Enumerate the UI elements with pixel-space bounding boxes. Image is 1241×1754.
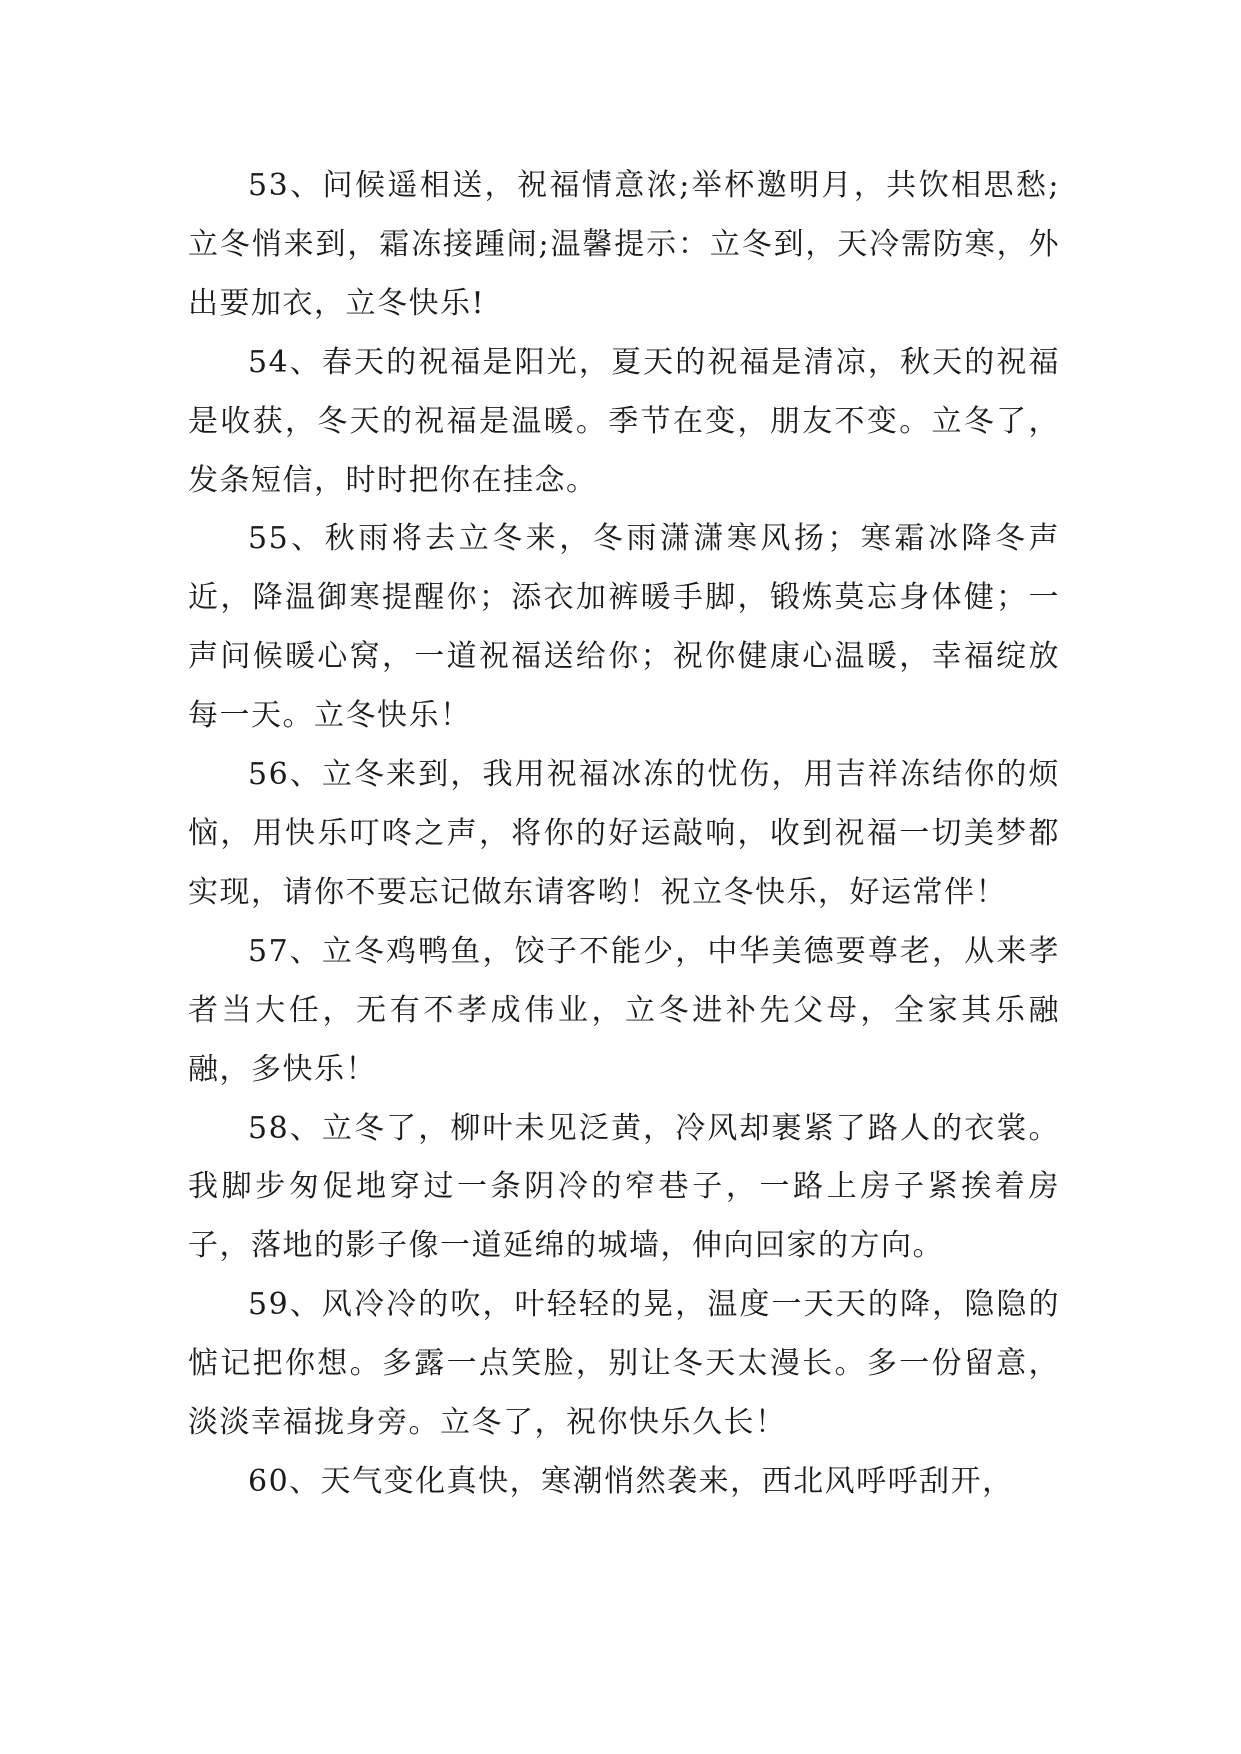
paragraph-58: 58、立冬了，柳叶未见泛黄，冷风却裹紧了路人的衣裳。我脚步匆促地穿过一条阴冷的窄巷子，一路上房子紧挨着房子，落地的影子像一道延绵的城墙，伸向回家的方向。 bbox=[188, 1110, 1060, 1264]
paragraph-59: 59、风冷冷的吹，叶轻轻的晃，温度一天天的降，隐隐的惦记把你想。多露一点笑脸，别让冬天太漫长。多一份留意，淡淡幸福拢身旁。立冬了，祝你快乐久长！ bbox=[188, 1287, 1060, 1441]
paragraph-54: 54、春天的祝福是阳光，夏天的祝福是清凉，秋天的祝福是收获，冬天的祝福是温暖。季节在变，朋友不变。立冬了，发条短信，时时把你在挂念。 bbox=[188, 344, 1060, 498]
paragraph-56: 56、立冬来到，我用祝福冰冻的忧伤，用吉祥冻结你的烦恼，用快乐叮咚之声，将你的好运敲响，收到祝福一切美梦都实现，请你不要忘记做东请客哟！祝立冬快乐，好运常伴！ bbox=[188, 757, 1060, 910]
paragraph-60: 60、天气变化真快，寒潮悄然袭来，西北风呼呼刮开， bbox=[248, 1463, 1014, 1499]
paragraph-55: 55、秋雨将去立冬来，冬雨潇潇寒风扬；寒霜冰降冬声近，降温御寒提醒你；添衣加裤暖手脚，锻炼莫忘身体健；一声问候暖心窝，一道祝福送给你；祝你健康心温暖，幸福绽放每一天。立冬快乐！ bbox=[188, 521, 1060, 734]
paragraph-57: 57、立冬鸡鸭鱼，饺子不能少，中华美德要尊老，从来孝者当大任，无有不孝成伟业，立冬进补先父母，全家其乐融融，多快乐！ bbox=[188, 933, 1060, 1087]
paragraph-53: 53、问候遥相送，祝福情意浓;举杯邀明月，共饮相思愁;立冬悄来到，霜冻接踵闹;温馨提示：立冬到，天冷需防寒，外出要加衣，立冬快乐! bbox=[188, 168, 1060, 321]
document-body bbox=[188, 157, 1060, 1512]
